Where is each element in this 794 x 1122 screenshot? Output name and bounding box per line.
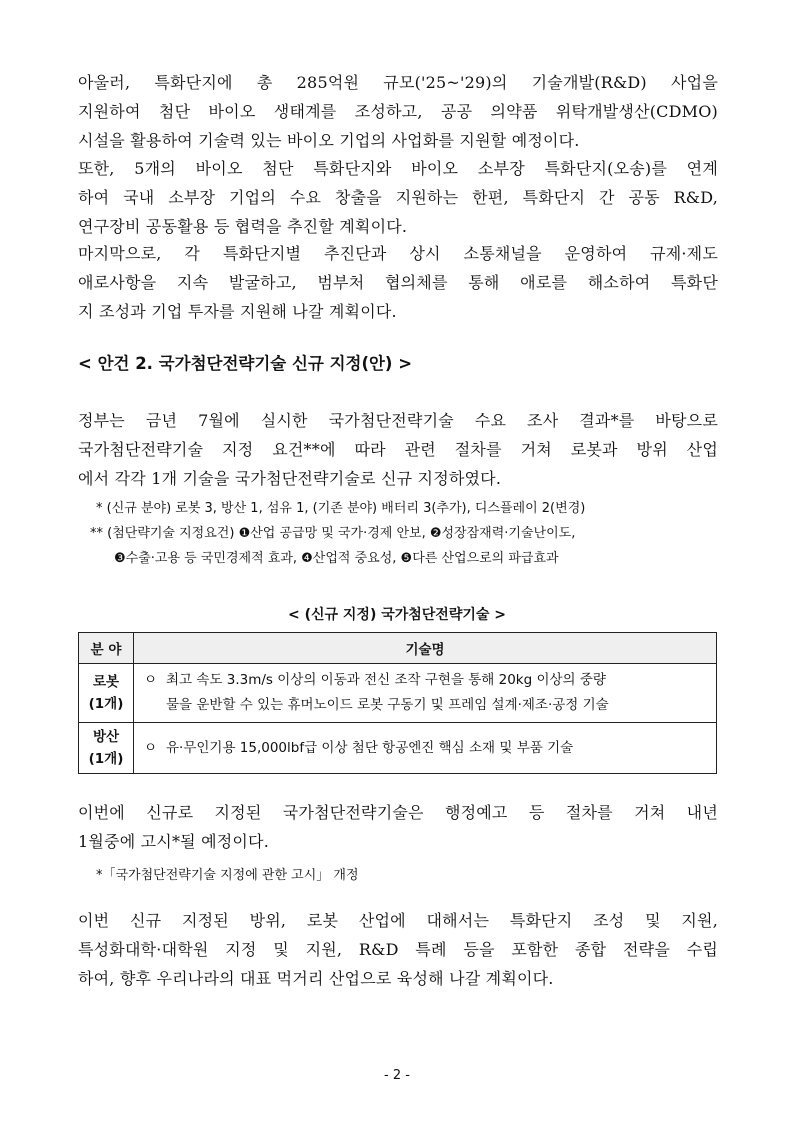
text-line: 애로사항을 지속 발굴하고, 범부처 협의체를 통해 애로를 해소하여 특화단 bbox=[78, 273, 718, 292]
strategic-tech-table bbox=[78, 632, 717, 774]
table-row bbox=[79, 723, 717, 774]
paragraph-designation bbox=[78, 406, 718, 493]
section-heading: < 안건 2. 국가첨단전략기술 신규 지정(안) > bbox=[78, 354, 413, 373]
text-line: 아울러, 특화단지에 총 285억원 규모('25~'29)의 기술개발(R&D) 사업을 bbox=[78, 73, 718, 92]
category-label: 로봇 bbox=[92, 674, 120, 690]
text-line: 특성화대학·대학원 지정 및 지원, R&D 특례 등을 포함한 종합 전략을 수립 bbox=[78, 940, 718, 959]
category-count: (1개) bbox=[88, 696, 124, 712]
text-line: 또한, 5개의 바이오 첨단 특화단지와 바이오 소부장 특화단지(오송)를 연계 bbox=[78, 159, 718, 178]
tech-description-line: 최고 속도 3.3m/s 이상의 이동과 전신 조작 구현을 통해 20kg 이상의 중량 bbox=[166, 672, 606, 688]
paragraph-bio-rnd-support bbox=[78, 68, 718, 155]
bullet-icon: ㅇ bbox=[144, 672, 158, 688]
category-cell bbox=[79, 664, 134, 723]
text-line: 마지막으로, 각 특화단지별 추진단과 상시 소통채널을 운영하여 규제·제도 bbox=[78, 244, 718, 263]
category-count: (1개) bbox=[88, 751, 124, 767]
text-line: 지원하여 첨단 바이오 생태계를 조성하고, 공공 의약품 위탁개발생산(CDMO) bbox=[78, 102, 718, 121]
paragraph-notice-schedule bbox=[78, 798, 718, 856]
tech-description-line: 물을 운반할 수 있는 휴머노이드 로봇 구동기 및 프레임 설계·제조·공정 기술 bbox=[166, 697, 609, 713]
text-line: 1월중에 고시*될 예정이다. bbox=[78, 832, 269, 851]
header-category: 분 야 bbox=[79, 633, 134, 664]
footnote-requirements-cont: ❸수출·고용 등 국민경제적 효과, ❹산업적 중요성, ❺다른 산업으로의 파급효과 bbox=[114, 551, 559, 566]
text-line: 이번에 신규로 지정된 국가첨단전략기술은 행정예고 등 절차를 거쳐 내년 bbox=[78, 803, 718, 822]
table-caption: < (신규 지정) 국가첨단전략기술 > bbox=[287, 607, 507, 623]
page-number: - 2 - bbox=[384, 1068, 410, 1083]
paragraph-comprehensive-strategy bbox=[78, 906, 718, 993]
category-cell bbox=[79, 723, 134, 774]
footnote-survey: * (신규 분야) 로봇 3, 방산 1, 섬유 1, (기존 분야) 배터리 3(추가), 디스플레이 2(변경) bbox=[96, 501, 586, 516]
bullet-icon: ㅇ bbox=[144, 739, 158, 756]
table-row bbox=[79, 664, 717, 723]
header-tech-name: 기술명 bbox=[134, 633, 717, 664]
footnote-notice: *「국가첨단전략기술 지정에 관한 고시」 개정 bbox=[96, 868, 359, 883]
tech-description-cell bbox=[134, 723, 717, 774]
paragraph-regulation-channel bbox=[78, 239, 718, 326]
text-line: 에서 각각 1개 기술을 국가첨단전략기술로 신규 지정하였다. bbox=[78, 469, 502, 488]
tech-description-cell bbox=[134, 664, 717, 723]
text-line: 이번 신규 지정된 방위, 로봇 산업에 대해서는 특화단지 조성 및 지원, bbox=[78, 911, 718, 930]
tech-description-line: 유·무인기용 15,000lbf급 이상 첨단 항공엔진 핵심 소재 및 부품 기술 bbox=[166, 739, 574, 756]
text-line: 지 조성과 기업 투자를 지원해 나갈 계획이다. bbox=[78, 302, 397, 321]
text-line: 시설을 활용하여 기술력 있는 바이오 기업의 사업화를 지원할 예정이다. bbox=[78, 131, 580, 150]
table-header-row bbox=[79, 633, 717, 664]
text-line: 정부는 금년 7월에 실시한 국가첨단전략기술 수요 조사 결과*를 바탕으로 bbox=[78, 411, 718, 430]
text-line: 연구장비 공동활용 등 협력을 추진할 계획이다. bbox=[78, 217, 408, 236]
paragraph-cluster-linkage bbox=[78, 154, 718, 241]
footnote-requirements: ** (첨단략기술 지정요건) ❶산업 공급망 및 국가·경제 안보, ❷성장잠재력·기술난이도, bbox=[90, 526, 576, 541]
text-line: 하여 국내 소부장 기업의 수요 창출을 지원하는 한편, 특화단지 간 공동 R&D, bbox=[78, 188, 718, 207]
text-line: 국가첨단전략기술 지정 요건**에 따라 관련 절차를 거쳐 로봇과 방위 산업 bbox=[78, 440, 718, 459]
text-line: 하여, 향후 우리나라의 대표 먹거리 산업으로 육성해 나갈 계획이다. bbox=[78, 969, 554, 988]
category-label: 방산 bbox=[92, 729, 120, 745]
